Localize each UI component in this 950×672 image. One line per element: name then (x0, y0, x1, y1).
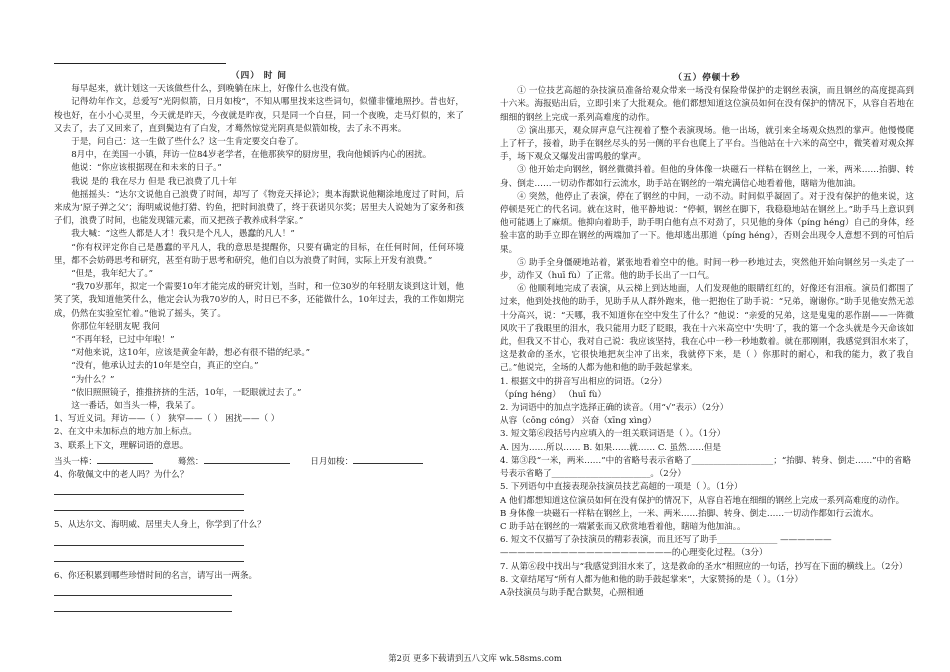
question-line: B 身体像一块磁石一样粘在钢丝上，一米、两米……抬脚、转身、倒走……一切动作都如行云流水。 (500, 508, 879, 519)
question-6: 6、你还积累到哪些珍惜时间的名言，请写出一两条。 (54, 570, 258, 581)
answer-line[interactable] (54, 583, 232, 596)
question-4: 4、你敬佩文中的老人吗？为什么？ (54, 470, 189, 481)
page-footer: 第2页 更多下载请到五八文库 wk.58sms.com (388, 653, 562, 663)
right-column (500, 72, 914, 600)
paragraph: “你有权评定你自己是愚蠢的平凡人，我的意思是提醒你，只要有确定的目标，在任何时间，任何环境里，都不会妨碍思考和研究，甚至有助于思考和研究，他们自以为浪费了时间，实际上开发有浪费。” (54, 242, 464, 266)
paragraph: 他摇摇头：“达尔文说他自己浪费了时间，却写了《物竞天择论》；奥本海默说他糊涂地度过了时间，后来成为‘原子弹之父’；海明威说他打猎、钓鱼，把时间浪费了，终于获诺贝尔奖；居里夫人说她为了家务和孩子们，浪费了时间，也能发现镭元素，而又把孩子教养成科学家。” (54, 189, 464, 227)
answer-line[interactable] (54, 482, 244, 495)
paragraph: “依旧照照镜子，推推挤挤的生活，10年，一眨眼就过去了。” (71, 387, 302, 398)
paragraph: 他说：“你应该根据现在和未来的日子。” (71, 163, 222, 174)
answer-line[interactable] (54, 498, 244, 511)
paragraph: “没有，他承认过去的10年是空白，真正的空白。” (71, 361, 259, 372)
section-four-title: （四） 时 间 (231, 71, 287, 81)
question-line: 8. 文章结尾写“所有人都为他和他的助手鼓起掌来”，大家赞扬的是（ ）。（1分） (500, 574, 803, 585)
passage-pause (500, 85, 914, 375)
question-line: 1. 根据文中的拼音写出相应的词语。（2分） (500, 376, 667, 387)
question-line: A 他们都想知道这位演员如何在没有保护的情况下，从容自若地在细细的钢丝上完成一系列高难度的动作。 (500, 495, 905, 506)
paragraph: “我70岁那年，拟定一个需要10年才能完成的研究计划，当时，和一位30岁的年轻朋友谈到这计划，他笑了笑，我知道他笑什么，他定会认为我70岁的人，时日已不多，还能做什么，10年过去，我的工作如期完成，仍然在实验室忙着。”他说了摇头，笑了。 (54, 282, 464, 319)
paragraph: ① 一位技艺高超的杂技演员准备给观众带来一场没有保险带保护的走钢丝表演，而且钢丝的高度提高到十六米。海报贴出后，立即引来了大批观众。他们都想知道这位演员如何在没有保护的情况下，从容自若地在细细的钢丝上完成一系列高难度的动作。 (500, 86, 914, 123)
question-3: 3、联系上下文，理解词语的意思。 (54, 440, 189, 451)
paragraph: 你那位年轻朋友呢 我问 (71, 321, 160, 332)
question-5: 5、从达尔文、海明威、居里夫人身上，你学到了什么？ (54, 520, 266, 531)
paragraph: 我说 是的 我在尽力 但是 我已浪费了几十年 (71, 176, 237, 187)
answer-line[interactable] (54, 599, 232, 612)
passage-time (54, 83, 464, 413)
paragraph: “不再年轻，已过中年啦！” (71, 335, 175, 346)
question-line: 6. 短文不仅描写了杂技演员的精彩表演，而且还写了助手______________ —————— ————————————————————的心理变化过程。（3分） (500, 535, 832, 559)
question-line: 3. 短文第⑥段括号内应填入的一组关联词语是（ ）。（1分） (500, 429, 726, 440)
question-line: 从容（cōng cóng） 兴奋（xīng xìng） (500, 416, 657, 427)
header-rule (54, 63, 226, 64)
paragraph: 每早起来，就计划这一天该做些什么，到晚躺在床上，好像什么也没有做。 (71, 84, 355, 95)
paragraph: 于是，问自己：这一生做了些什么？这一生肯定要交白卷了。 (71, 137, 304, 148)
answer-blank[interactable] (353, 453, 423, 464)
paragraph: 8月中，在美国一小镇，拜访一位84岁老学者，在他那狭窄的厨房里，我向他倾诉内心的困扰。 (71, 150, 432, 161)
paragraph: 记得幼年作文，总爱写“光阴似箭，日月如梭”，不知从哪里找来这些词句，似懂非懂地照抄。昔也好，梭也好，在小小心灵里，今天就是昨天，今夜就是昨夜，只是同一个白昼，同一个夜晚，走马灯似的，来了又去了，去了又回来了，直到鬓边有了白发，才蓦然惊觉光阴真是似箭如梭，去了永不再来。 (54, 97, 464, 134)
paragraph: ② 演出那天，观众屏声息气注视着了整个表演现场。他一出场，就引来全场观众热烈的掌声。他慢慢爬上了杆子，接着，助手在钢丝尽头的另一侧的平台也爬上了平台。当他站在十六米的高空中，微笑着对观众挥手，场下观众又爆发出雷鸣般的掌声。 (500, 125, 914, 163)
section-five-title: （五）停顿十秒 (673, 73, 741, 83)
paragraph: ⑥ 他顺利地完成了表演，从云梯上到达地面，人们发现他的眼睛红红的，好像还有泪痕。演员们都围了过来，他到处找他的助手，见助手从人群外跑来，他一把抱住了助手说：“兄弟，谢谢你。”助手见他安然无恙十分高兴，说：“天哪，我不知道你在空中发生了什么？”他说：“亲爱的兄弟，这是鬼鬼的恶作剧——一阵微风吹干了我眼里的泪水，我只能用力眨了眨眼，我在十六米高空中‘失明’了，我的第一个念头就是今天命该如此，但我又不甘心，我对自己说：我应该坚持，我在心中一秒一秒地数着。就在那刚刚，我感觉到泪水来了，这是救命的圣水，它很快地把灰尘冲了出来，我就停下来，是（ ）你那时的耐心，和我的能力，救了我自己。”他说完，全场的人都为他和他的助手鼓起掌来。 (500, 284, 914, 374)
term-1: 当头一棒： (54, 456, 97, 467)
paragraph: “对他来说，这10年，应该是黄金年龄，想必有很不错的纪录。” (71, 348, 311, 359)
paragraph: ⑤ 助手全身僵硬地站着，紧张地看着空中的他。时间一秒一秒地过去，突然他开始向钢丝另一头走了一步，动作又（huī fù）了正常。他的助手长出了一口气。 (500, 257, 914, 282)
question-line: C 助手站在钢丝的一端紧张而又欣赏地看着他，瞎暗为他加油。。 (500, 521, 746, 532)
question-line: （píng héng） （huī fù） (500, 389, 607, 400)
question-line: A杂技演员与助手配合默契，心照相通 (500, 587, 644, 598)
question-line: 4. 第③段“一米，两米……”中的省略号表示省略了___________________；“抬脚、转身、倒走……”中的省略号表示省略了_______________________。（2分） (500, 455, 911, 480)
paragraph: 我大喊：“这些人都是人才！我只是个凡人，愚蠢的凡人！” (71, 229, 295, 240)
term-2: 蓦然： (177, 456, 204, 467)
answer-line[interactable] (54, 533, 244, 546)
question-line: A. 因为……所以…… B. 如果……就…… C. 虽然……但是 (500, 442, 722, 453)
paragraph: 这一番话，如当头一棒，我呆了。 (71, 401, 201, 412)
question-line: 5. 下列语句中直接表现杂技演员技艺高超的一项是（ ）。（1分） (500, 482, 743, 493)
term-3: 日月如梭： (310, 456, 354, 467)
question-1: 1、写近义词。拜访——（ ） 狭窄——（ ） 困扰——（ ） (54, 414, 280, 425)
left-column (54, 70, 464, 615)
paragraph: ④ 突然，他停止了表演，停在了钢丝的中间，一动不动。时间似乎凝固了。对于没有保护的他来说，这停顿是死亡的代名词。就在这时，他平静地说：“停顿，钢丝在脚下，我稳稳地站在钢丝上。”助手马上意识到他可能遇上了麻烦。他抑向着助手，助手明白他有点不对劲了，只见他的身体（píng héng）自己的身体，经验丰富的助手立即在钢丝的两端加了一下。他却逃出那道（píng héng），否则会出现令人意想不到的可怕后果。 (500, 191, 914, 255)
question-3-terms (54, 453, 464, 469)
answer-line[interactable] (54, 549, 244, 562)
question-line: 2. 为词语中的加点字选择正确的读音。（用“√”表示）（2分） (500, 403, 729, 414)
question-2: 2、在文中未加标点的地方加上标点。 (54, 427, 197, 438)
questions-section-five (500, 376, 914, 600)
paragraph: “但是，我年纪大了。” (71, 269, 154, 280)
paragraph: “为什么？” (71, 374, 115, 385)
question-line: 7. 从第⑥段中找出与“我感觉到泪水来了，这是救命的圣水”相照应的一句话，抄写在下面的横线上。（2分） (500, 561, 908, 572)
answer-blank[interactable] (97, 453, 153, 464)
answer-blank[interactable] (204, 453, 290, 464)
paragraph: ③ 他开始走向钢丝，钢丝微微抖着。但他的身体像一块磁石一样粘在钢丝上，一米，两米……抬脚、转身、倒走……一切动作都如行云流水，助手站在钢丝的一端充满信心地看着他，瞎暗为他加油。 (500, 165, 914, 189)
